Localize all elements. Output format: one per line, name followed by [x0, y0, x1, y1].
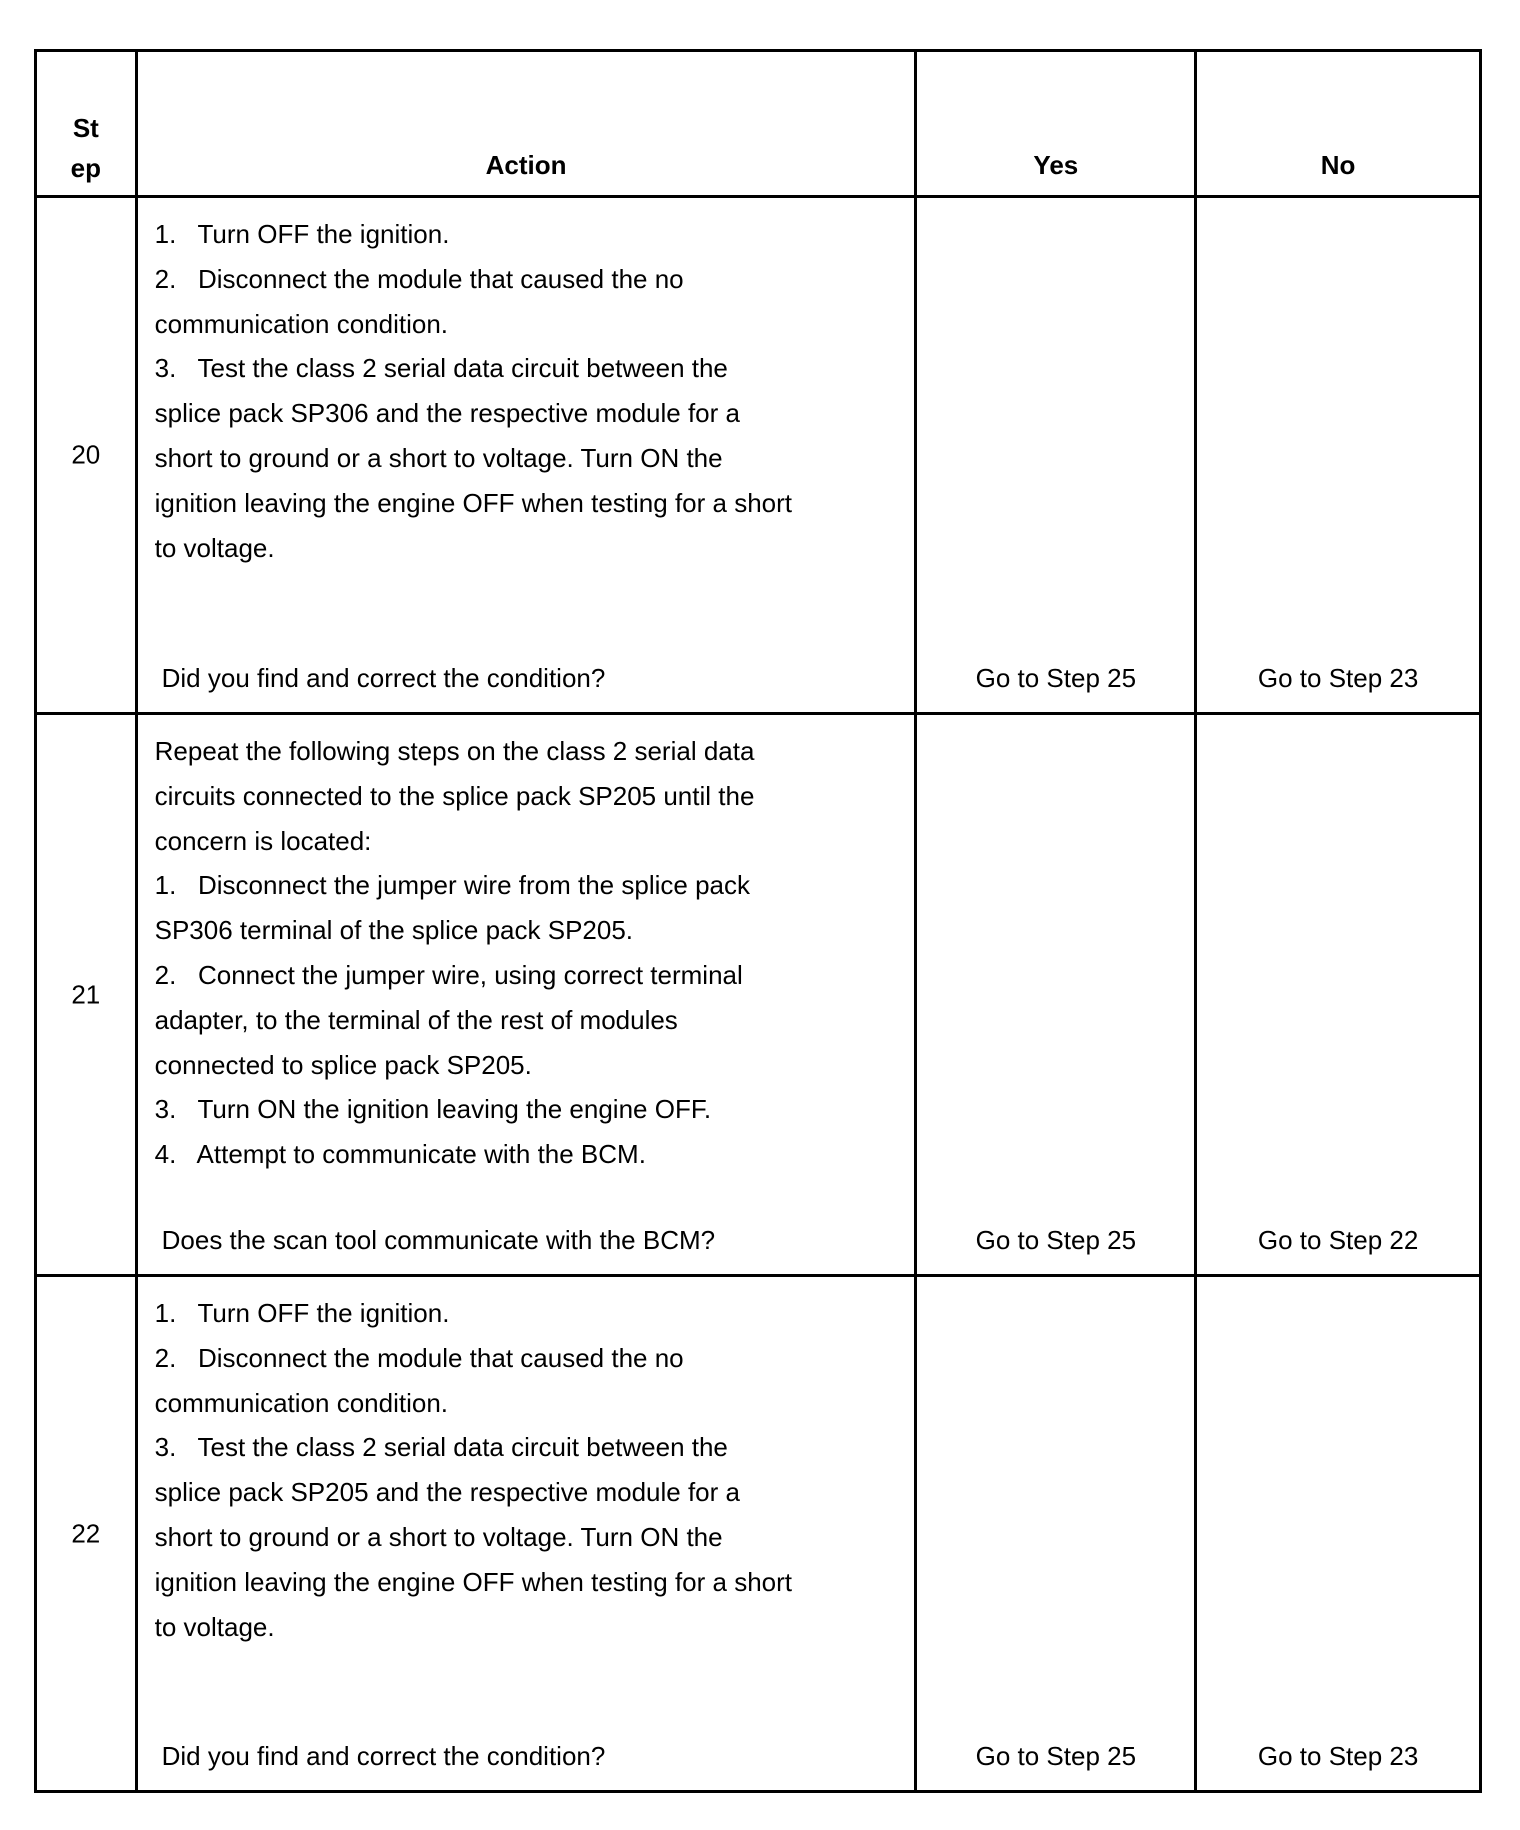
action-line: concern is located:: [154, 825, 372, 856]
action-line: 3. Test the class 2 serial data circuit between the: [154, 1432, 728, 1463]
action-cell: [136, 197, 916, 714]
header-action-label: Action: [485, 150, 567, 180]
action-line: 4. Attempt to communicate with the BCM.: [154, 1139, 646, 1170]
table-row: [36, 197, 1481, 714]
action-text: [138, 1277, 915, 1649]
action-line: SP306 terminal of the splice pack SP205.: [154, 915, 634, 946]
yes-cell: [916, 197, 1196, 714]
action-question: Does the scan tool communicate with the BCM?: [161, 1225, 716, 1255]
action-line: communication condition.: [154, 308, 449, 339]
action-line: 3. Test the class 2 serial data circuit between the: [154, 353, 728, 384]
yes-result: Go to Step 25: [975, 1225, 1137, 1255]
yes-result: Go to Step 25: [975, 663, 1137, 693]
action-line: Repeat the following steps on the class 2 serial data: [154, 736, 755, 766]
action-line: short to ground or a short to voltage. Turn ON the: [154, 442, 723, 473]
action-cell: [136, 714, 916, 1276]
step-cell: [36, 197, 137, 714]
action-cell: [136, 1276, 916, 1792]
header-step-line2: ep: [70, 153, 101, 183]
action-line: 1. Disconnect the jumper wire from the splice pack: [154, 870, 750, 901]
action-line: ignition leaving the engine OFF when testing for a short: [154, 487, 792, 518]
yes-cell: [916, 1276, 1196, 1792]
action-line: splice pack SP306 and the respective module for a: [154, 398, 740, 429]
header-yes-label: Yes: [1033, 150, 1079, 180]
table-row: [36, 1276, 1481, 1792]
no-result: Go to Step 23: [1257, 1741, 1419, 1771]
header-no-label: No: [1320, 150, 1356, 180]
action-text: [138, 198, 915, 570]
header-step: [36, 51, 137, 197]
no-cell: [1196, 1276, 1481, 1792]
no-cell: [1196, 197, 1481, 714]
action-line: ignition leaving the engine OFF when testing for a short: [154, 1566, 792, 1597]
no-cell: [1196, 714, 1481, 1276]
header-row: [36, 51, 1481, 197]
yes-cell: [916, 714, 1196, 1276]
action-line: connected to splice pack SP205.: [154, 1049, 532, 1080]
action-question: Did you find and correct the condition?: [161, 1741, 606, 1771]
no-result: Go to Step 22: [1257, 1225, 1419, 1255]
header-action: [136, 51, 916, 197]
action-line: 2. Disconnect the module that caused the no: [154, 263, 684, 294]
action-line: short to ground or a short to voltage. Turn ON the: [154, 1521, 723, 1552]
action-line: 1. Turn OFF the ignition.: [154, 1298, 450, 1328]
yes-result: Go to Step 25: [975, 1741, 1137, 1771]
action-line: 3. Turn ON the ignition leaving the engine OFF.: [154, 1094, 712, 1125]
action-line: splice pack SP205 and the respective module for a: [154, 1477, 740, 1508]
step-cell: [36, 714, 137, 1276]
diagnostic-table: [34, 49, 1482, 1793]
action-line: communication condition.: [154, 1387, 449, 1418]
action-line: 1. Turn OFF the ignition.: [154, 219, 450, 249]
action-text: [138, 715, 915, 1177]
no-result: Go to Step 23: [1257, 663, 1419, 693]
action-line: to voltage.: [154, 532, 275, 563]
action-line: circuits connected to the splice pack SP205 until the: [154, 780, 755, 811]
header-step-line1: St: [72, 113, 99, 143]
action-line: 2. Disconnect the module that caused the no: [154, 1342, 684, 1373]
header-no: [1196, 51, 1481, 197]
step-number: 22: [71, 1518, 101, 1548]
table-row: [36, 714, 1481, 1276]
step-number: 20: [71, 439, 101, 470]
step-cell: [36, 1276, 137, 1792]
step-number: 21: [71, 979, 101, 1009]
header-yes: [916, 51, 1196, 197]
action-line: to voltage.: [154, 1611, 275, 1642]
action-line: 2. Connect the jumper wire, using correct terminal: [154, 959, 743, 990]
action-question: Did you find and correct the condition?: [161, 663, 606, 693]
action-line: adapter, to the terminal of the rest of modules: [154, 1004, 678, 1035]
